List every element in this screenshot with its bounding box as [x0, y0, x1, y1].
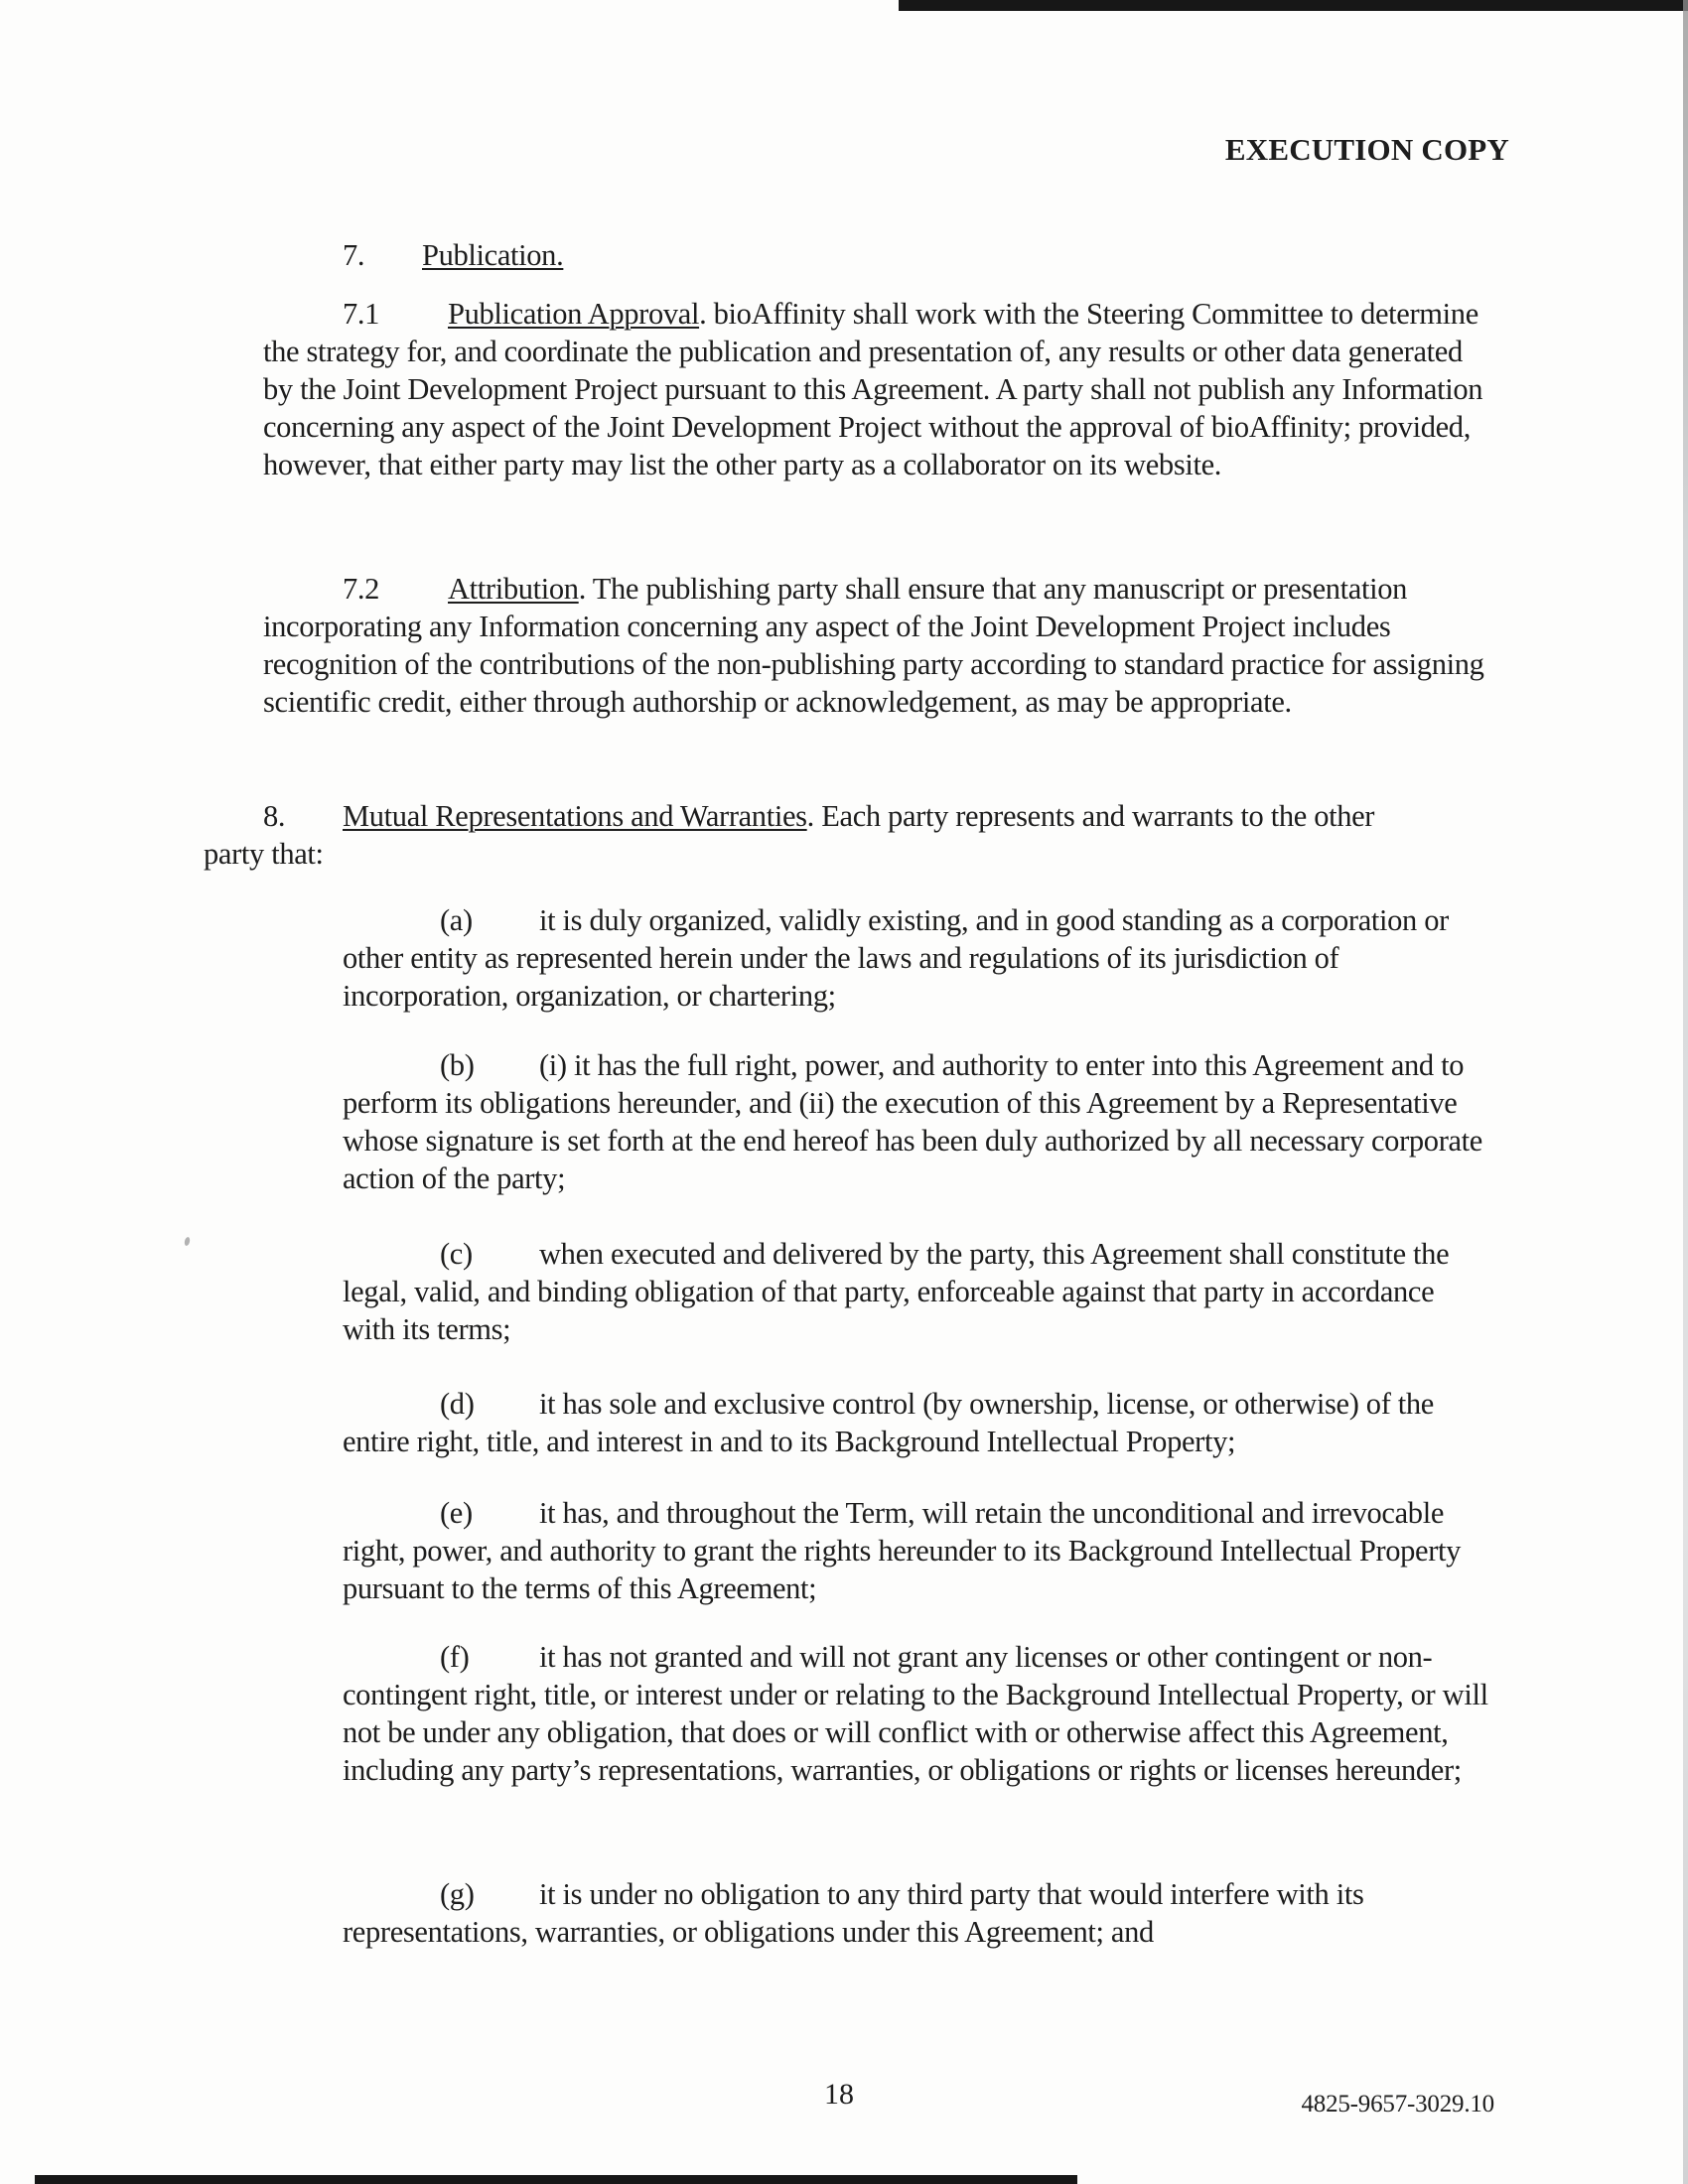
item-g — [343, 1875, 1492, 1951]
section-7-title: Publication. — [422, 238, 564, 272]
scan-artifact-bottom-bar — [35, 2175, 1077, 2184]
item-e — [343, 1494, 1492, 1607]
para-7-1-title: Publication Approval — [448, 297, 700, 331]
para-7-2-title: Attribution — [448, 572, 579, 606]
item-f — [343, 1638, 1492, 1789]
execution-copy-stamp: EXECUTION COPY — [1224, 132, 1509, 167]
item-g-body: it is under no obligation to any third party that would interfere with its representations, warranties, or obligations under this Agreement; and — [343, 1877, 1364, 1949]
item-a-label: (a) — [440, 903, 473, 937]
item-b — [343, 1046, 1492, 1197]
scan-artifact-speck — [184, 1237, 191, 1247]
scan-artifact-top-bar — [899, 0, 1688, 11]
item-g-label: (g) — [440, 1877, 475, 1911]
item-f-label: (f) — [440, 1640, 470, 1674]
section-8-title: Mutual Representations and Warranties — [343, 799, 807, 833]
document-control-number: 4825-9657-3029.10 — [1301, 2091, 1494, 2117]
item-b-label: (b) — [440, 1048, 475, 1082]
para-7-2-body: . The publishing party shall ensure that any manuscript or presentation incorporating any Information concerning any aspect of the Joint Development Project includes recognition of the contributions of the non-publishing party according to standard practice for assigning scientific credit, either through authorship or acknowledgement, as may be appropriate. — [263, 572, 1484, 719]
item-b-body: (i) it has the full right, power, and authority to enter into this Agreement and to perform its obligations hereunder, and (ii) the execution of this Agreement by a Representative whose signature is set forth at the end hereof has been duly authorized by all necessary corporate action of the party; — [343, 1048, 1482, 1195]
item-c-body: when executed and delivered by the party, this Agreement shall constitute the legal, valid, and binding obligation of that party, enforceable against that party in accordance with its terms; — [343, 1237, 1450, 1346]
item-d-body: it has sole and exclusive control (by ownership, license, or otherwise) of the entire right, title, and interest in and to its Background Intellectual Property; — [343, 1387, 1434, 1458]
scan-artifact-right-edge — [1683, 0, 1688, 2184]
item-a-body: it is duly organized, validly existing, and in good standing as a corporation or other entity as represented herein under the laws and regulations of its jurisdiction of incorporation, organization, or chartering; — [343, 903, 1449, 1013]
para-7-1-number: 7.1 — [343, 297, 380, 331]
item-f-body: it has not granted and will not grant any licenses or other contingent or non-contingent right, title, or interest under or relating to the Background Intellectual Property, or will not be under any obligation, that does or will conflict with or otherwise affect this Agreement, including any party’s representations, warranties, or obligations or rights or licenses hereunder; — [343, 1640, 1488, 1787]
para-7-2-number: 7.2 — [343, 572, 380, 606]
item-e-body: it has, and throughout the Term, will retain the unconditional and irrevocable right, power, and authority to grant the rights hereunder to its Background Intellectual Property pursuant to the terms of this Agreement; — [343, 1496, 1462, 1605]
item-c-label: (c) — [440, 1237, 473, 1271]
section-8-body: . Each party represents and warrants to the other party that: — [204, 799, 1375, 871]
para-7-1-body: . bioAffinity shall work with the Steering Committee to determine the strategy for, and coordinate the publication and presentation of, any results or other data generated by the Joint Development Project pursuant to this Agreement. A party shall not publish any Information concerning any aspect of the Joint Development Project without the approval of bioAffinity; provided, however, that either party may list the other party as a collaborator on its website. — [263, 297, 1483, 481]
section-7-number: 7. — [343, 238, 365, 272]
section-8-paragraph — [204, 797, 1430, 873]
section-8-number: 8. — [263, 799, 286, 833]
page-number: 18 — [824, 2078, 854, 2111]
item-a — [343, 901, 1492, 1015]
item-e-label: (e) — [440, 1496, 473, 1530]
item-d — [343, 1385, 1492, 1460]
section-7-heading — [263, 236, 1494, 274]
para-7-1 — [263, 295, 1494, 483]
para-7-2 — [263, 570, 1494, 721]
item-d-label: (d) — [440, 1387, 475, 1421]
item-c — [343, 1235, 1492, 1348]
